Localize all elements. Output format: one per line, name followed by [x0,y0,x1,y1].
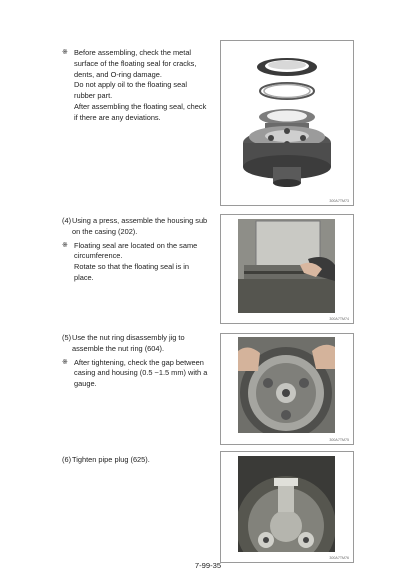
step-number: (5) [62,333,72,342]
pipe-plug-photo [238,456,335,552]
step-text: Use the nut ring disassembly jig to assemble the nut ring (604). [72,333,185,353]
note-text: Do not apply oil to the floating seal rubber part. [74,80,187,101]
step-text: Tighten pipe plug (625). [72,455,150,464]
housing-press-photo [238,219,335,313]
pipe-plug-illustration [238,456,335,552]
note-mark: ※ [62,241,68,249]
step-number: (6) [62,455,72,464]
note-text: After tightening, check the gap between casing and housing (0.5 ~1.5 mm) with a gauge. [74,357,208,389]
step-text: Using a press, assemble the housing sub on the casing (202). [72,216,208,236]
step-number: (4) [62,216,72,225]
note-text: Floating seal are located on the same circumference. [74,240,198,261]
page-number: 7-99-35 [194,561,222,570]
step-6 [62,455,210,466]
figure-code: 300A7TM74 [329,317,349,321]
housing-press-illustration [238,219,335,313]
note-block-1 [62,48,210,124]
caution-note [62,241,210,284]
nut-ring-photo [238,337,335,433]
step-4 [62,216,210,238]
note-text: After assembling the floating seal, check if there are any deviations. [74,101,207,122]
nut-ring-illustration [238,337,335,433]
step-block-4 [62,216,210,284]
note-mark: ※ [62,358,68,366]
note-text: Rotate so that the floating seal is in place. [74,262,190,282]
figure-code: 300A7TM73 [329,199,349,203]
step-block-6 [62,455,210,466]
figure-frame-1 [220,40,354,206]
step-block-5 [62,333,210,390]
figure-code: 300A7TM75 [329,438,349,442]
figure-code: 300A7TM76 [329,556,349,560]
caution-note [62,48,210,124]
floating-seal-illustration [221,41,353,205]
note-mark: ※ [62,49,68,56]
caution-note [62,358,210,390]
step-5 [62,333,210,355]
note-text: Before assembling, check the metal surface of the floating seal for cracks, dents, and O-ring damage. [74,48,197,79]
